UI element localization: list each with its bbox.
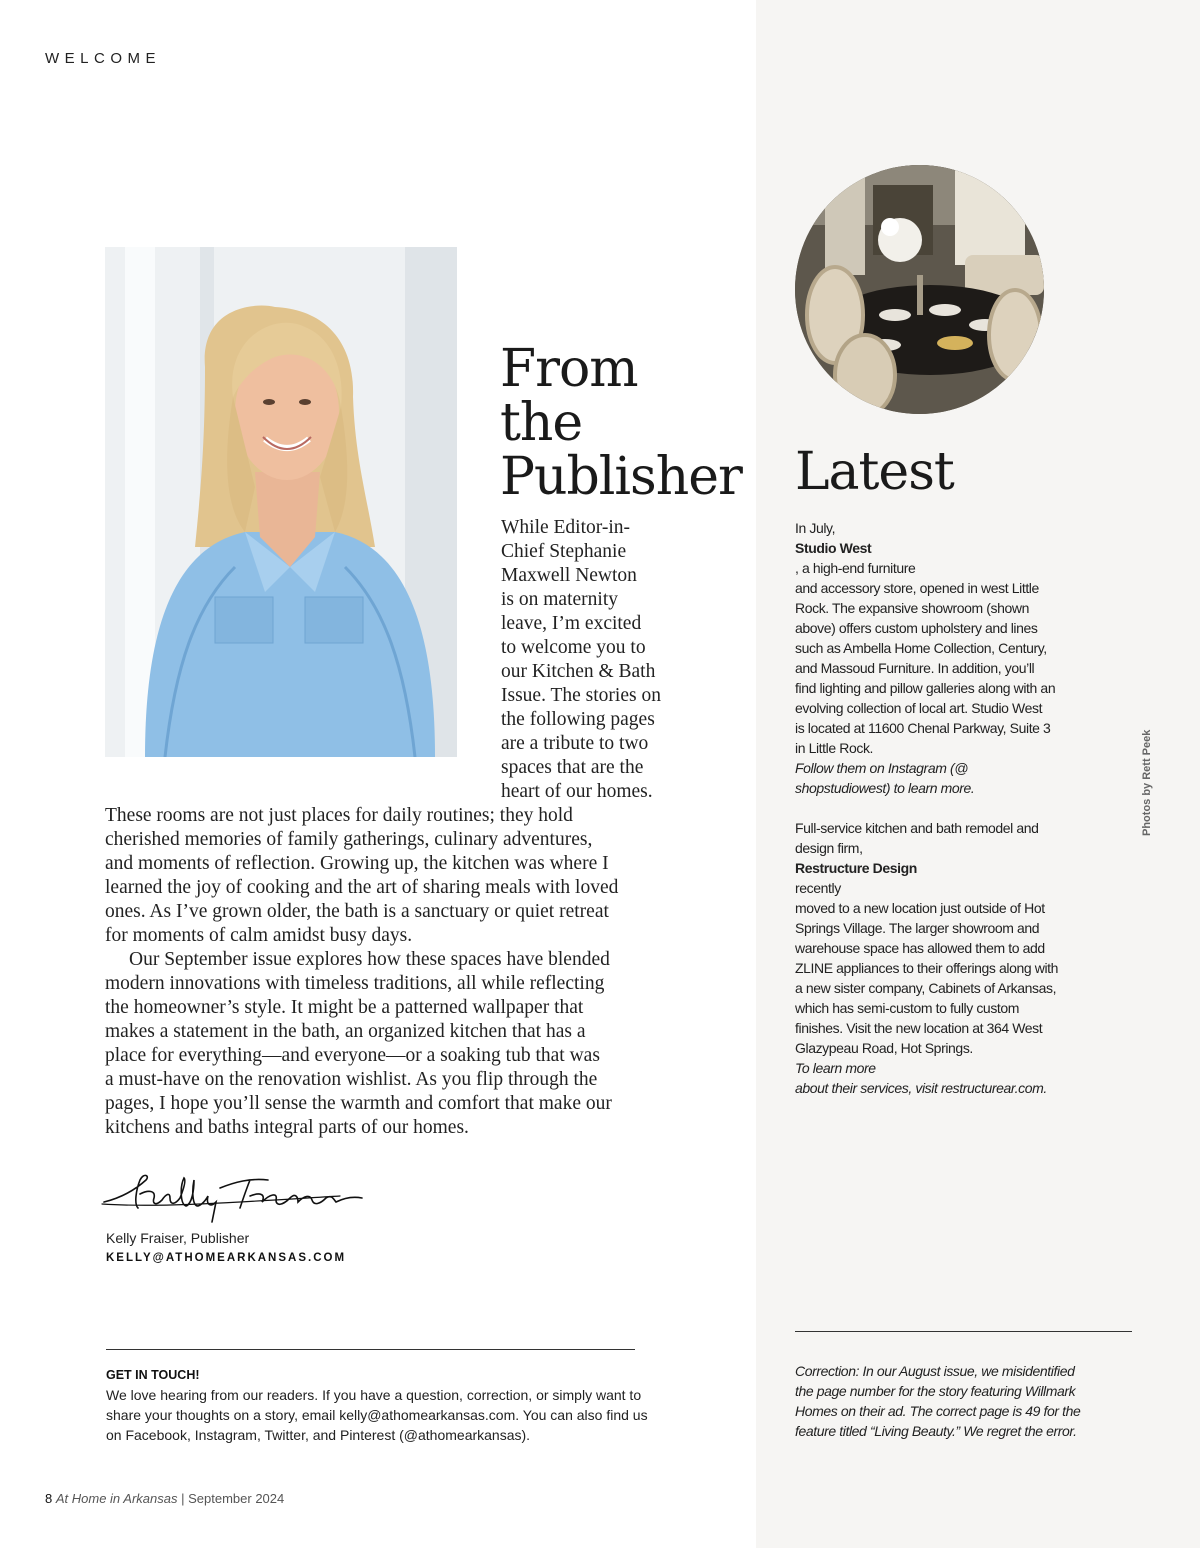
text-line [795, 618, 1105, 638]
text-run: design firm, [795, 840, 863, 856]
showroom-illustration [795, 165, 1044, 414]
latest-text [795, 518, 1105, 1098]
text-run: such as Ambella Home Collection, Century, [795, 640, 1047, 656]
text-line [795, 998, 1105, 1018]
text-line: ones. As I’ve grown older, the bath is a sanctuary or quiet retreat [105, 901, 609, 922]
text-line: We love hearing from our readers. If you have a question, correction, or simply want to [106, 1387, 642, 1403]
text-run: and Massoud Furniture. In addition, you’ll [795, 660, 1035, 676]
text-line [795, 638, 1105, 658]
headline-line: the [500, 393, 583, 453]
text-run: To learn more [795, 1060, 876, 1076]
get-in-touch-text [106, 1385, 706, 1445]
text-line: pages, I hope you’ll sense the warmth and comfort that make our [105, 1093, 612, 1114]
business-name: Studio West [795, 540, 872, 556]
text-line [795, 1078, 1105, 1098]
latest-paragraph-1 [795, 518, 1105, 798]
text-line: modern innovations with timeless traditions, all while reflecting [105, 973, 605, 994]
text-line: place for everything—and everyone—or a soaking tub that was [105, 1045, 600, 1066]
footer-separator: | [181, 1491, 185, 1506]
text-run: find lighting and pillow galleries along with an [795, 680, 1056, 696]
text-run: finishes. Visit the new location at 364 West [795, 1020, 1043, 1036]
paragraph-spacer [795, 798, 1105, 818]
text-run: is located at 11600 Chenal Parkway, Suite 3 [795, 720, 1051, 736]
text-line [795, 818, 1105, 838]
text-run: moved to a new location just outside of Hot [795, 900, 1045, 916]
text-run: Rock. The expansive showroom (shown [795, 600, 1029, 616]
text-line: share your thoughts on a story, email kelly@athomearkansas.com. You can also find us [106, 1407, 648, 1423]
text-line [795, 678, 1105, 698]
text-line: Our September issue explores how these spaces have blended [129, 949, 610, 970]
text-line [795, 738, 1105, 778]
text-line: makes a statement in the bath, an organized kitchen that has a [105, 1021, 586, 1042]
text-line [795, 1018, 1105, 1038]
text-line [795, 518, 1105, 578]
text-line: leave, I’m excited [501, 613, 642, 634]
text-run: Springs Village. The larger showroom and [795, 920, 1040, 936]
text-run: Full-service kitchen and bath remodel and [795, 820, 1039, 836]
divider [106, 1349, 635, 1350]
handwritten-signature [100, 1168, 370, 1229]
page-headline [500, 339, 742, 507]
divider [795, 1331, 1132, 1332]
text-run: Follow them on Instagram (@ [795, 760, 969, 776]
publisher-name: Kelly Fraiser, Publisher [106, 1230, 250, 1246]
text-line: feature titled “Living Beauty.” We regret the error. [795, 1423, 1077, 1439]
text-line: spaces that are the [501, 757, 644, 778]
latest-paragraph-2 [795, 818, 1105, 1098]
text-line [795, 598, 1105, 618]
text-line: the page number for the story featuring Willmark [795, 1383, 1076, 1399]
publisher-portrait-illustration [105, 247, 457, 757]
page-footer [45, 1491, 284, 1506]
text-line [795, 778, 1105, 798]
issue-date: September 2024 [188, 1491, 285, 1506]
text-line: our Kitchen & Bath [501, 661, 656, 682]
text-line: These rooms are not just places for daily routines; they hold [105, 805, 573, 826]
text-run: recently [795, 880, 841, 896]
publisher-photo [105, 247, 457, 757]
text-line [795, 658, 1105, 678]
text-line [795, 578, 1105, 598]
text-line: is on maternity [501, 589, 618, 610]
text-line: Homes on their ad. The correct page is 49 for the [795, 1403, 1081, 1419]
text-line: Maxwell Newton [501, 565, 637, 586]
text-run: , a high-end furniture [795, 560, 916, 576]
text-line: the following pages [501, 709, 655, 730]
text-line: and moments of reflection. Growing up, the kitchen was where I [105, 853, 609, 874]
text-run: In July, [795, 520, 836, 536]
text-line: on Facebook, Instagram, Twitter, and Pinterest (@athomearkansas). [106, 1427, 531, 1443]
text-run: a new sister company, Cabinets of Arkansas, [795, 980, 1057, 996]
text-line [795, 698, 1105, 718]
text-line: are a tribute to two [501, 733, 649, 754]
text-line: for moments of calm amidst busy days. [105, 925, 413, 946]
body-text [105, 804, 705, 1140]
intro-paragraph [501, 516, 701, 804]
text-run: shopstudiowest) to learn more. [795, 780, 975, 796]
page-number: 8 [45, 1491, 53, 1506]
showroom-photo [795, 165, 1044, 414]
text-line: While Editor-in- [501, 517, 631, 538]
text-run: Glazypeau Road, Hot Springs. [795, 1040, 973, 1056]
text-run: and accessory store, opened in west Little [795, 580, 1039, 596]
text-line: a must-have on the renovation wishlist. As you flip through the [105, 1069, 598, 1090]
text-line: kitchens and baths integral parts of our homes. [105, 1117, 469, 1138]
correction-note [795, 1361, 1125, 1441]
text-run: in Little Rock. [795, 740, 874, 756]
text-run: about their services, visit restructurear.com. [795, 1080, 1047, 1096]
magazine-name: At Home in Arkansas [55, 1491, 178, 1506]
text-line [795, 978, 1105, 998]
photo-credit: Photos by Rett Peek [1141, 729, 1153, 836]
text-run: evolving collection of local art. Studio West [795, 700, 1043, 716]
text-run: ZLINE appliances to their offerings along with [795, 960, 1059, 976]
text-line: Issue. The stories on [501, 685, 661, 706]
text-line [795, 838, 1105, 898]
text-line: to welcome you to [501, 637, 646, 658]
signature-graphic [100, 1168, 370, 1224]
text-line: Correction: In our August issue, we misidentified [795, 1363, 1075, 1379]
text-line [795, 1038, 1105, 1078]
text-line [795, 958, 1105, 978]
headline-line: Publisher [500, 447, 742, 507]
text-line: Chief Stephanie [501, 541, 627, 562]
text-line: cherished memories of family gatherings, culinary adventures, [105, 829, 593, 850]
text-line [795, 718, 1105, 738]
text-line [795, 918, 1105, 938]
text-line: heart of our homes. [501, 781, 653, 802]
get-in-touch-heading: GET IN TOUCH! [106, 1368, 200, 1382]
text-line [795, 898, 1105, 918]
latest-title: Latest [795, 442, 954, 502]
publisher-email-link[interactable]: KELLY@ATHOMEARKANSAS.COM [106, 1252, 347, 1264]
text-run: which has semi-custom to fully custom [795, 1000, 1020, 1016]
text-line: the homeowner’s style. It might be a patterned wallpaper that [105, 997, 584, 1018]
text-line [795, 938, 1105, 958]
text-run: warehouse space has allowed them to add [795, 940, 1045, 956]
text-run: above) offers custom upholstery and lines [795, 620, 1038, 636]
headline-line: From [500, 339, 638, 399]
section-label: WELCOME [45, 50, 162, 67]
text-line: learned the joy of cooking and the art of sharing meals with loved [105, 877, 619, 898]
business-name: Restructure Design [795, 860, 917, 876]
